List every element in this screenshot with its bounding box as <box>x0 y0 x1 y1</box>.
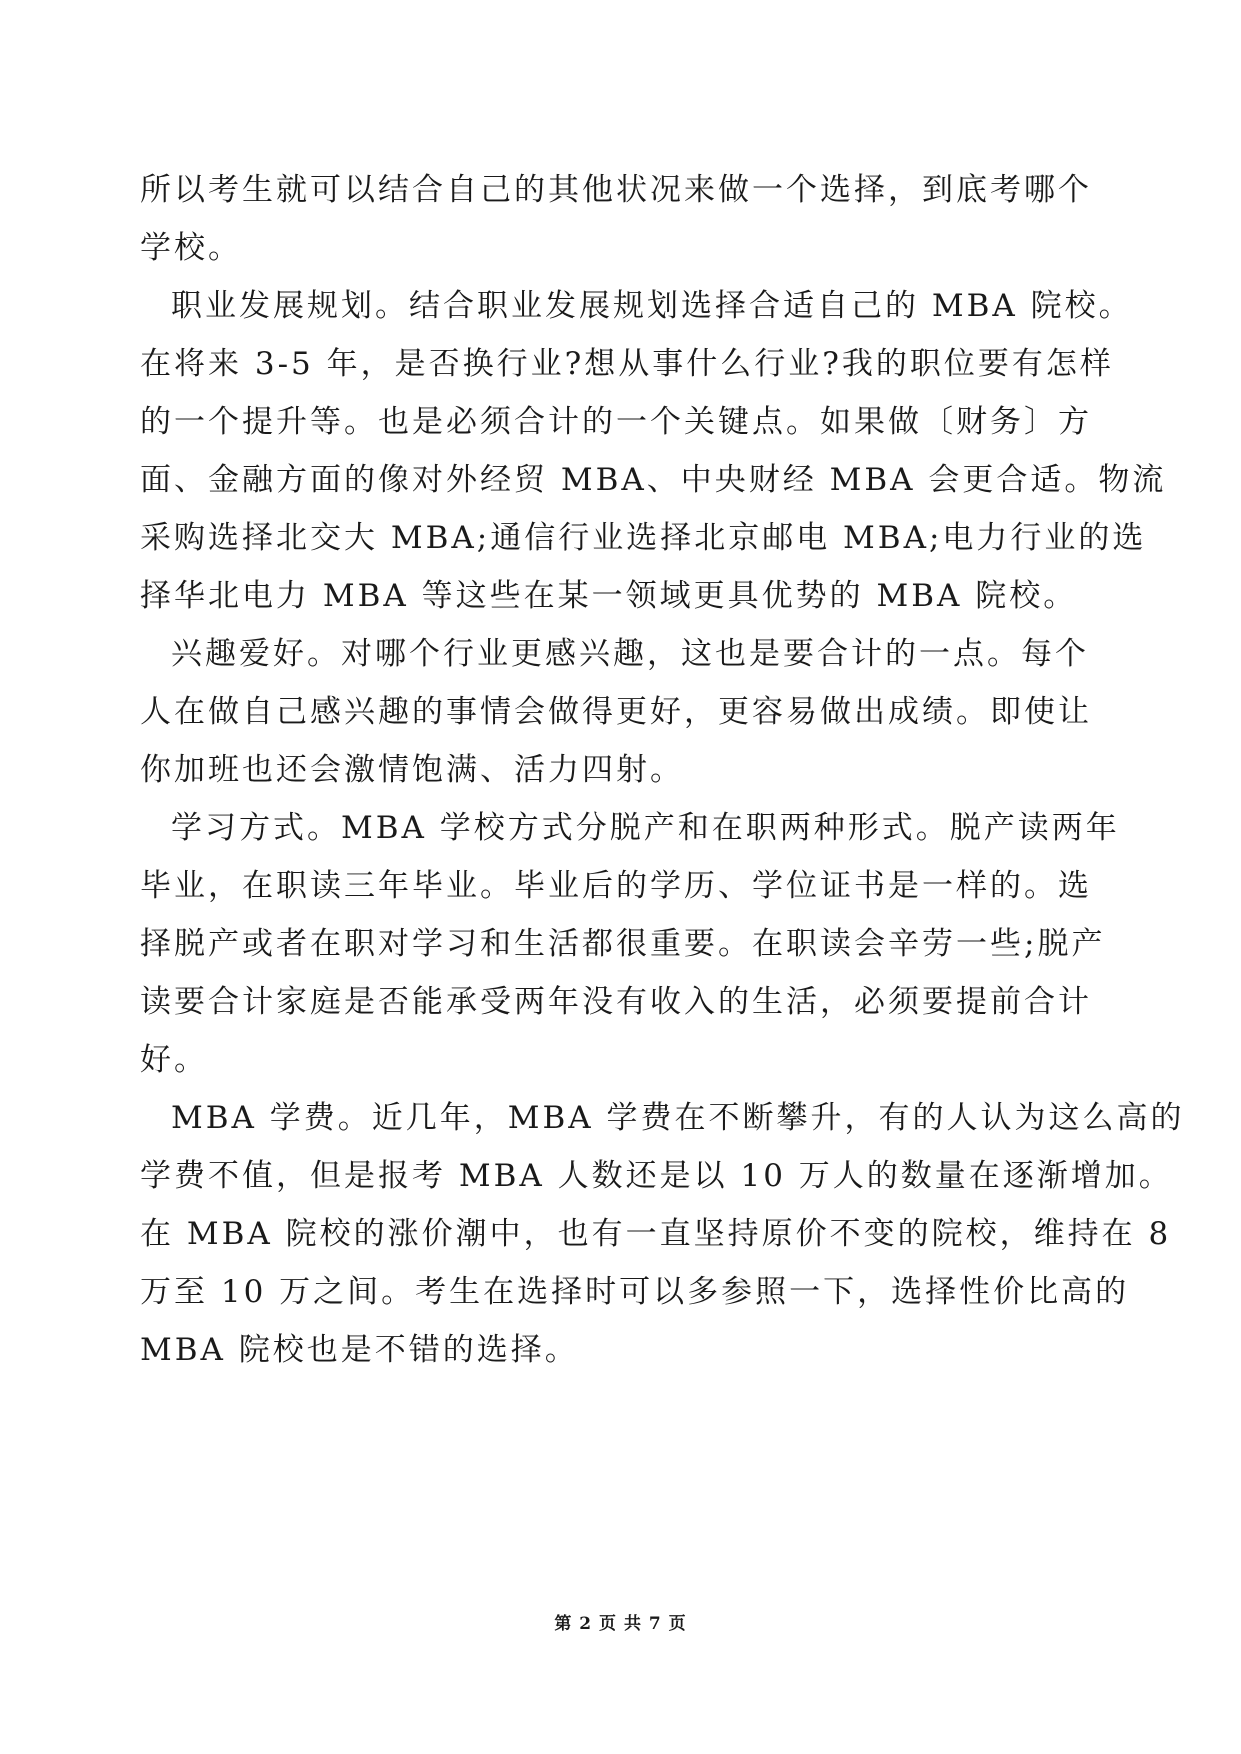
text-line: 择华北电力 MBA 等这些在某一领域更具优势的 MBA 院校。 <box>140 578 1078 614</box>
text-line: 人在做自己感兴趣的事情会做得更好，更容易做出成绩。即使让 <box>140 694 1092 730</box>
text-line: 所以考生就可以结合自己的其他状况来做一个选择，到底考哪个 <box>140 172 1092 208</box>
text-line: 在 MBA 院校的涨价潮中，也有一直坚持原价不变的院校，维持在 8 <box>140 1216 1172 1252</box>
text-line: 学校。 <box>140 230 242 266</box>
paragraph-start-line: 学习方式。MBA 学校方式分脱产和在职两种形式。脱产读两年 <box>171 810 1120 846</box>
text-line: 的一个提升等。也是必须合计的一个关键点。如果做〔财务〕方 <box>140 404 1092 440</box>
text-line: 面、金融方面的像对外经贸 MBA、中央财经 MBA 会更合适。物流 <box>140 462 1167 498</box>
paragraph-start-line: MBA 学费。近几年，MBA 学费在不断攀升，有的人认为这么高的 <box>171 1100 1185 1136</box>
text-line: MBA 院校也是不错的选择。 <box>140 1332 579 1368</box>
text-line: 万至 10 万之间。考生在选择时可以多参照一下，选择性价比高的 <box>140 1274 1130 1310</box>
paragraph-start-line: 职业发展规划。结合职业发展规划选择合适自己的 MBA 院校。 <box>171 288 1133 324</box>
text-line: 学费不值，但是报考 MBA 人数还是以 10 万人的数量在逐渐增加。 <box>140 1158 1173 1194</box>
text-line: 择脱产或者在职对学习和生活都很重要。在职读会辛劳一些;脱产 <box>140 926 1106 962</box>
text-line: 好。 <box>140 1042 208 1078</box>
text-line: 采购选择北交大 MBA;通信行业选择北京邮电 MBA;电力行业的选 <box>140 520 1147 556</box>
page-number-footer: 第 2 页 共 7 页 <box>554 1614 687 1634</box>
paragraph-start-line: 兴趣爱好。对哪个行业更感兴趣，这也是要合计的一点。每个 <box>171 636 1089 672</box>
text-line: 你加班也还会激情饱满、活力四射。 <box>140 752 684 788</box>
text-line: 在将来 3-5 年，是否换行业?想从事什么行业?我的职位要有怎样 <box>140 346 1114 382</box>
text-line: 毕业，在职读三年毕业。毕业后的学历、学位证书是一样的。选 <box>140 868 1092 904</box>
text-line: 读要合计家庭是否能承受两年没有收入的生活，必须要提前合计 <box>140 984 1092 1020</box>
